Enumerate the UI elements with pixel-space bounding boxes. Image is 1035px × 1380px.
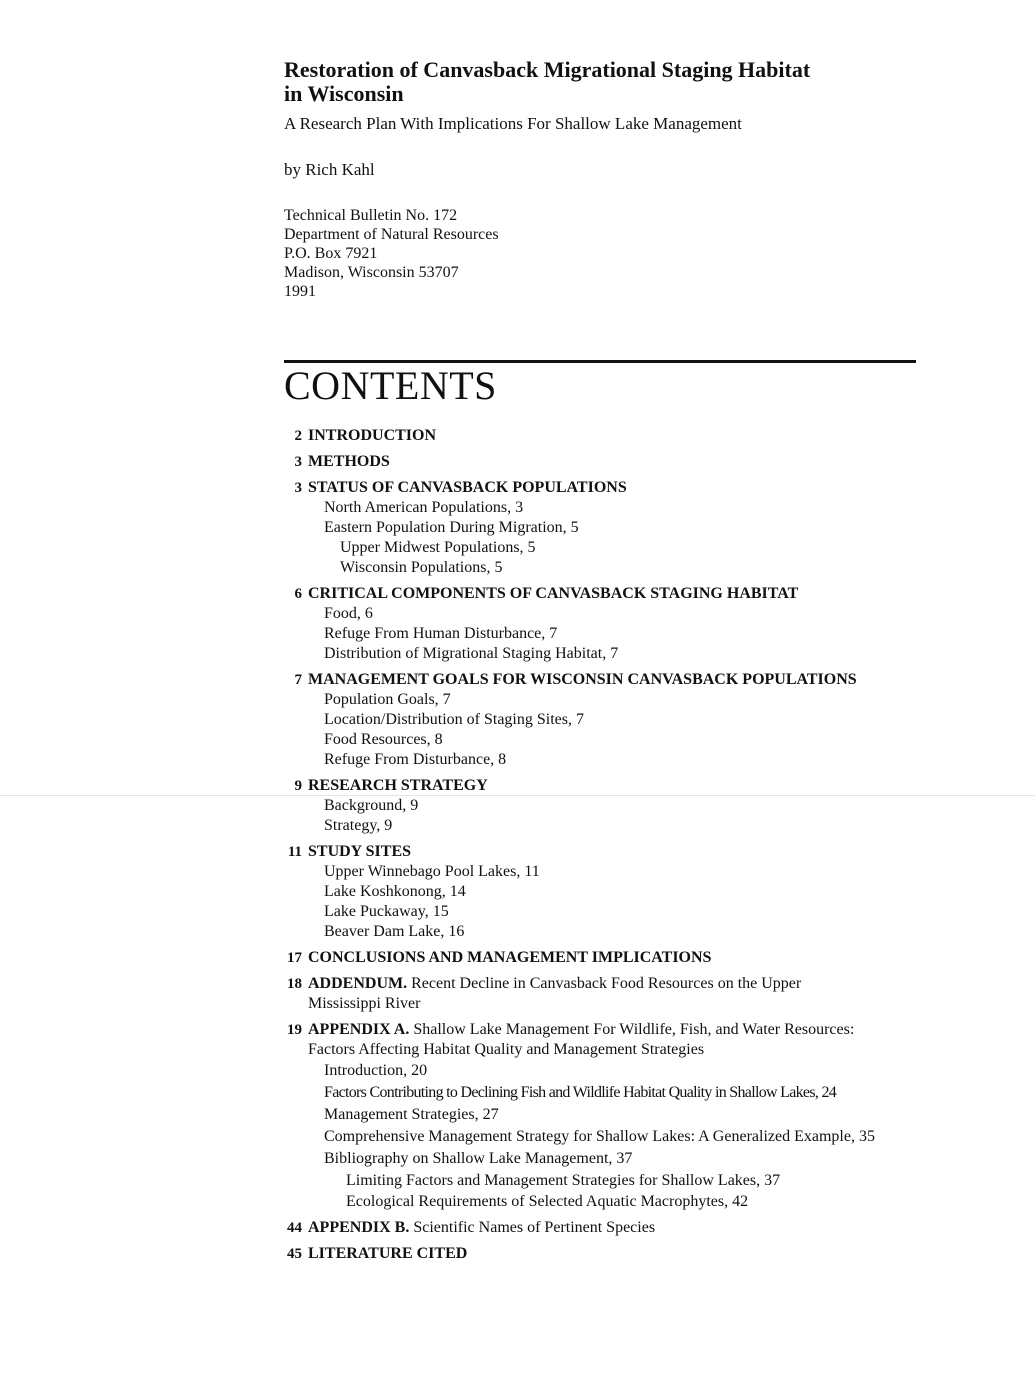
- toc-subitem: Eastern Population During Migration, 5: [324, 519, 579, 536]
- toc-entry-status: [276, 478, 926, 578]
- toc-subitem: Food Resources, 8: [324, 731, 443, 748]
- toc-page-number: 11: [287, 844, 302, 860]
- toc-subitem: North American Populations, 3: [324, 499, 524, 516]
- toc-heading: ADDENDUM.: [308, 975, 408, 992]
- toc-page-number: 7: [294, 672, 302, 688]
- toc-page-number: 3: [294, 454, 302, 470]
- toc-page-number: 17: [287, 950, 302, 966]
- toc-subsubitem: Limiting Factors and Management Strategies for Shallow Lakes, 37: [346, 1172, 781, 1189]
- author-line: by Rich Kahl: [284, 160, 375, 179]
- toc-entry-appendix-a: [276, 1020, 926, 1212]
- toc-heading: LITERATURE CITED: [308, 1245, 468, 1262]
- toc-heading: CRITICAL COMPONENTS OF CANVASBACK STAGING HABITAT: [308, 585, 799, 602]
- toc-heading-text: Recent Decline in Canvasback Food Resources on the Upper: [411, 975, 802, 992]
- toc-subitem: Upper Winnebago Pool Lakes, 11: [324, 863, 540, 880]
- toc-page-number: 18: [287, 976, 302, 992]
- title-block: [284, 58, 904, 301]
- toc-heading: INTRODUCTION: [308, 427, 437, 444]
- toc-page-number: 6: [294, 586, 302, 602]
- toc-heading: RESEARCH STRATEGY: [308, 777, 488, 794]
- toc-subitem: Lake Puckaway, 15: [324, 903, 449, 920]
- toc-subitem: Introduction, 20: [324, 1062, 428, 1079]
- toc-heading: APPENDIX B.: [308, 1219, 410, 1236]
- toc-subitem: Lake Koshkonong, 14: [324, 883, 466, 900]
- toc-subitem: Bibliography on Shallow Lake Management, 37: [324, 1150, 633, 1167]
- toc-heading-text-cont: Mississippi River: [308, 995, 421, 1012]
- report-subtitle: A Research Plan With Implications For Shallow Lake Management: [284, 114, 742, 133]
- po-box: P.O. Box 7921: [284, 245, 378, 262]
- toc-subitem: Food, 6: [324, 605, 373, 622]
- toc-entry-critical-components: [276, 584, 926, 664]
- toc-subsubitem: Ecological Requirements of Selected Aquatic Macrophytes, 42: [346, 1193, 749, 1210]
- toc-entry-conclusions: [276, 948, 926, 968]
- toc-page-number: 19: [287, 1022, 302, 1038]
- toc-subsubitem: Upper Midwest Populations, 5: [340, 539, 536, 556]
- report-title: [284, 58, 904, 106]
- toc-subitem: Refuge From Human Disturbance, 7: [324, 625, 558, 642]
- toc-heading-text-cont: Factors Affecting Habitat Quality and Management Strategies: [308, 1041, 705, 1058]
- toc-heading-text: Scientific Names of Pertinent Species: [413, 1219, 656, 1236]
- toc-heading: STATUS OF CANVASBACK POPULATIONS: [308, 479, 627, 496]
- toc-page-number: 3: [294, 480, 302, 496]
- toc-entry-research-strategy: [276, 776, 926, 836]
- toc-subsubitem: Wisconsin Populations, 5: [340, 559, 503, 576]
- toc-subitem: Beaver Dam Lake, 16: [324, 923, 465, 940]
- toc-heading: MANAGEMENT GOALS FOR WISCONSIN CANVASBACK POPULATIONS: [308, 671, 857, 688]
- toc-entry-appendix-b: [276, 1218, 926, 1238]
- toc-subitem: Management Strategies, 27: [324, 1106, 499, 1123]
- toc-heading-text: Shallow Lake Management For Wildlife, Fish, and Water Resources:: [413, 1021, 855, 1038]
- toc-subitem: Strategy, 9: [324, 817, 393, 834]
- toc-heading: APPENDIX A.: [308, 1021, 410, 1038]
- contents-heading: CONTENTS: [284, 363, 497, 408]
- city-state-zip: Madison, Wisconsin 53707: [284, 264, 459, 281]
- publication-year: 1991: [284, 283, 316, 300]
- toc-page-number: 9: [294, 778, 302, 794]
- toc-page-number: 44: [287, 1220, 302, 1236]
- toc-subitem: Factors Contributing to Declining Fish and Wildlife Habitat Quality in Shallow Lakes, 24: [324, 1084, 837, 1101]
- toc-subitem: Population Goals, 7: [324, 691, 451, 708]
- toc-entry-study-sites: [276, 842, 926, 942]
- toc-entry-literature-cited: [276, 1244, 926, 1264]
- toc-heading: STUDY SITES: [308, 843, 412, 860]
- title-line-1: Restoration of Canvasback Migrational Staging Habitat: [284, 57, 811, 82]
- publication-info: [284, 206, 904, 301]
- toc-entry-introduction: [276, 426, 926, 446]
- toc-page-number: 2: [294, 428, 302, 444]
- toc-subitem: Distribution of Migrational Staging Habitat, 7: [324, 645, 619, 662]
- toc-subitem: Location/Distribution of Staging Sites, 7: [324, 711, 584, 728]
- toc-subitem: Comprehensive Management Strategy for Shallow Lakes: A Generalized Example, 35: [324, 1128, 875, 1145]
- toc-page-number: 45: [287, 1246, 302, 1262]
- toc-subitem: Refuge From Disturbance, 8: [324, 751, 507, 768]
- toc-subitem: Background, 9: [324, 797, 419, 814]
- toc-entry-addendum: [276, 974, 926, 1014]
- toc-entry-methods: [276, 452, 926, 472]
- table-of-contents: [276, 426, 926, 1270]
- toc-heading: METHODS: [308, 453, 390, 470]
- title-line-2: in Wisconsin: [284, 81, 404, 106]
- publisher: Department of Natural Resources: [284, 226, 499, 243]
- toc-heading: CONCLUSIONS AND MANAGEMENT IMPLICATIONS: [308, 949, 712, 966]
- bulletin-number: Technical Bulletin No. 172: [284, 207, 458, 224]
- toc-entry-management-goals: [276, 670, 926, 770]
